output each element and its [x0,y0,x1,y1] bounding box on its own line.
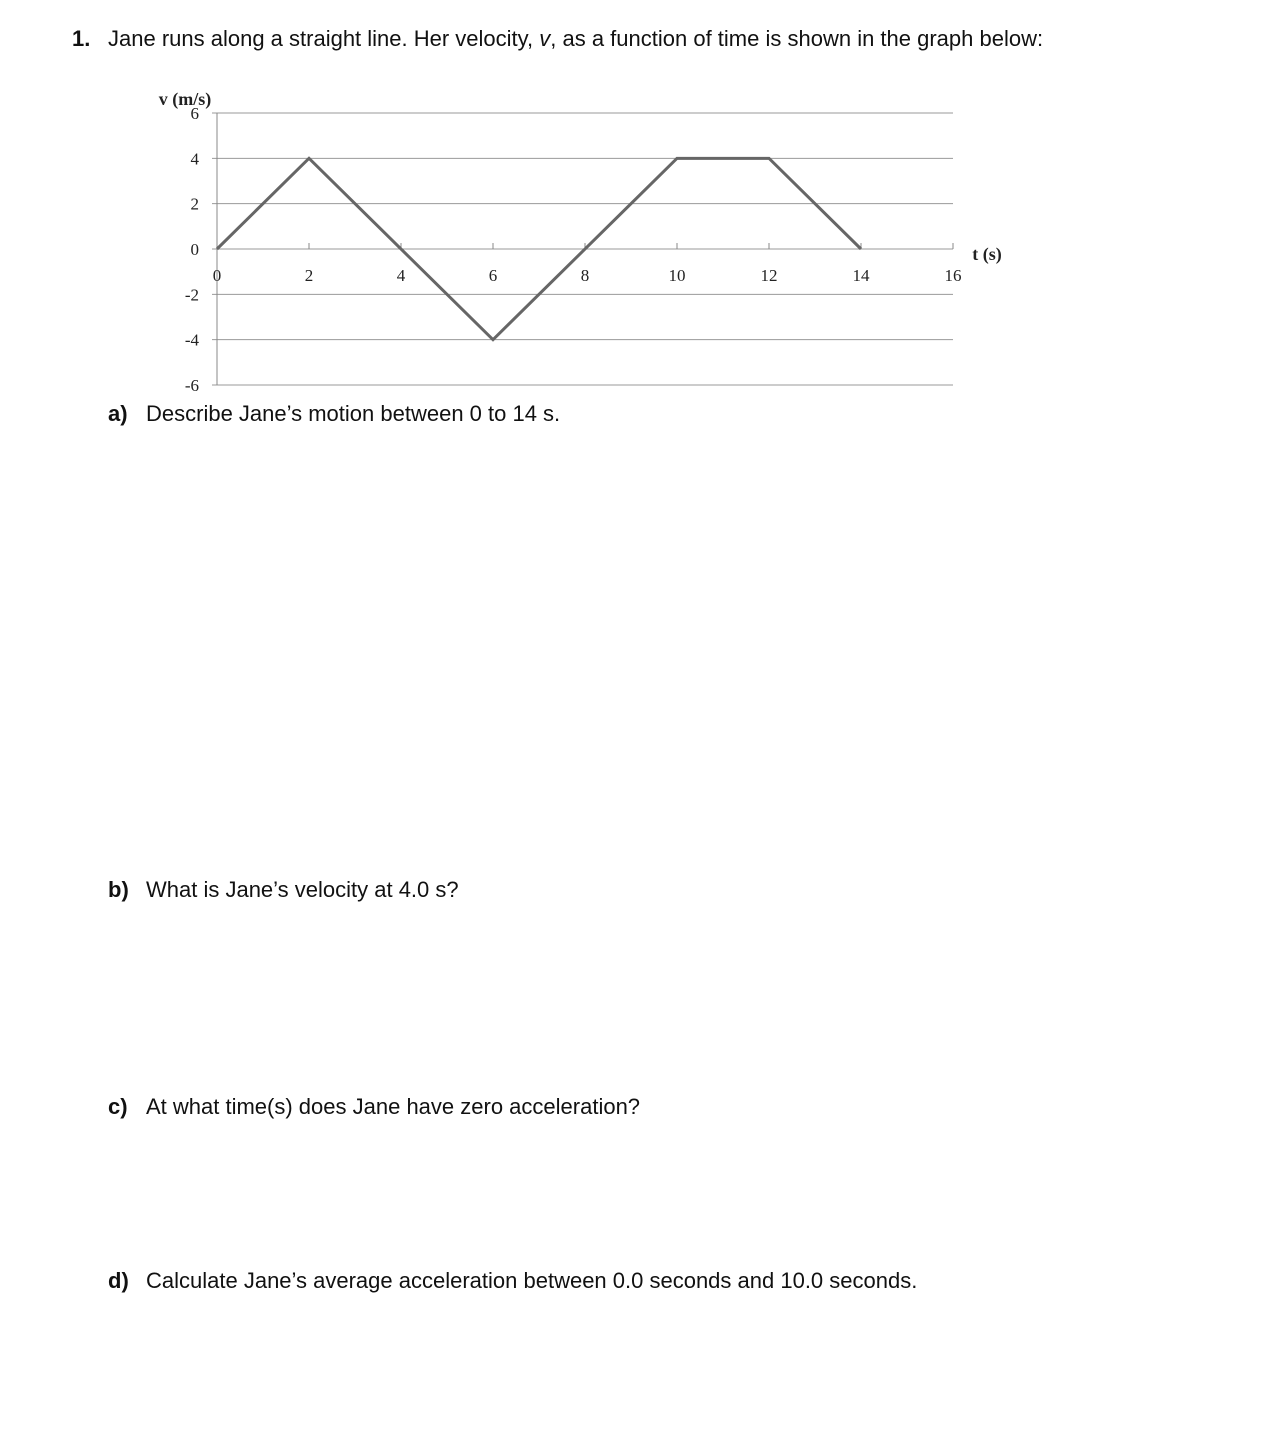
subquestion-b [108,877,459,903]
y-axis-label: v (m/s) [158,89,212,109]
question-text-after: , as a function of time is shown in the graph below: [550,26,1044,51]
x-tick-label: 16 [944,266,962,285]
y-tick-label: -2 [184,285,199,305]
velocity-time-graph [0,0,1274,400]
subquestion-c [108,1094,640,1120]
subquestion-letter: b) [108,877,129,902]
x-tick-label: 4 [396,266,406,285]
x-tick-label: 10 [668,266,686,285]
grid-lines [212,113,953,385]
x-tick-label: 12 [760,266,778,285]
subquestion-letter: a) [108,401,128,426]
subquestion-text: Calculate Jane’s average acceleration between 0.0 seconds and 10.0 seconds. [146,1268,918,1293]
x-tick-label: 8 [580,266,590,285]
y-tick-label: 0 [190,240,199,259]
subquestion-d [108,1268,917,1294]
subquestion-a [108,401,560,427]
subquestion-letter: d) [108,1268,129,1293]
x-axis-label: t (s) [972,244,1002,264]
y-tick-label: -6 [184,376,199,395]
subquestion-letter: c) [108,1094,128,1119]
y-tick-label: -4 [184,330,199,350]
question-text-before: Jane runs along a straight line. Her velocity, [108,26,540,51]
y-tick-label: 2 [190,194,199,214]
x-tick-label: 6 [488,266,498,285]
subquestion-text: At what time(s) does Jane have zero acceleration? [146,1094,641,1119]
x-tick-label: 0 [212,266,222,285]
question-number: 1. [72,26,91,51]
y-tick-label: 6 [190,104,199,123]
subquestion-text: What is Jane’s velocity at 4.0 s? [146,877,459,902]
x-tick-label: 2 [304,266,314,285]
x-tick-label: 14 [852,266,870,285]
question-variable: v [539,26,551,51]
subquestion-text: Describe Jane’s motion between 0 to 14 s. [146,401,561,426]
y-tick-label: 4 [190,149,199,169]
